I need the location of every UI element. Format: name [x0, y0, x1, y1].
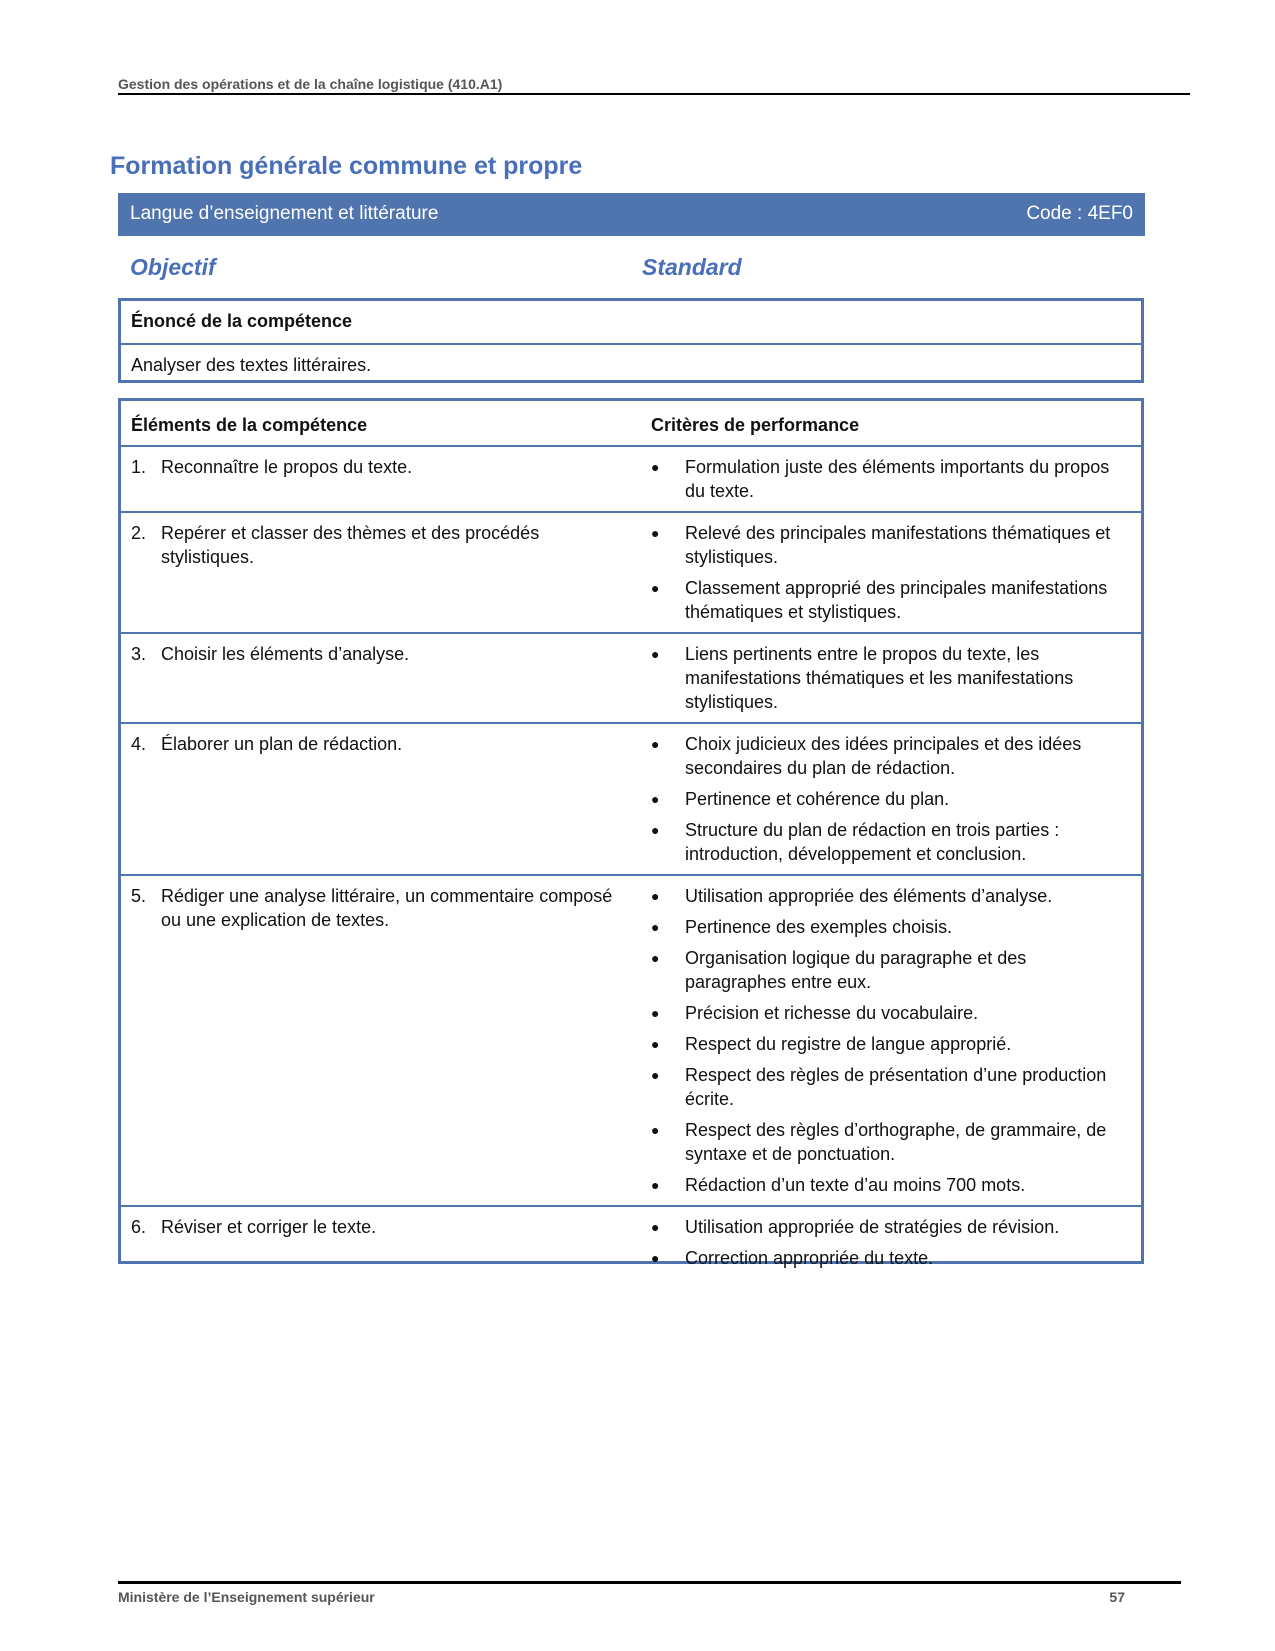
criterion-text: Correction appropriée du texte. [685, 1248, 934, 1268]
element-number: 6. [131, 1217, 147, 1237]
element-cell [121, 446, 641, 512]
list-item [651, 521, 1131, 569]
criterion-text: Formulation juste des éléments importants du propos du texte. [685, 457, 1110, 501]
bullet-icon: ● [651, 580, 660, 596]
criterion-text: Respect des règles d’orthographe, de grammaire, de syntaxe et de ponctuation. [685, 1120, 1107, 1164]
list-item [651, 455, 1131, 503]
standard-heading: Standard [642, 254, 742, 280]
criterion-text: Rédaction d’un texte d’au moins 700 mots. [685, 1175, 1026, 1195]
bullet-icon: ● [651, 919, 660, 935]
bullet-icon: ● [651, 1067, 660, 1083]
bullet-icon: ● [651, 1036, 660, 1052]
list-item [651, 1063, 1131, 1111]
bullet-icon: ● [651, 950, 660, 966]
criteria-cell [641, 446, 1141, 512]
list-item [651, 818, 1131, 866]
objectif-heading: Objectif [130, 254, 216, 280]
criterion-text: Relevé des principales manifestations thématiques et stylistiques. [685, 523, 1111, 567]
bullet-icon: ● [651, 888, 660, 904]
criteria-cell [641, 875, 1141, 1206]
element-text: Élaborer un plan de rédaction. [161, 734, 403, 754]
criteria-cell [641, 633, 1141, 723]
criterion-text: Respect du registre de langue approprié. [685, 1034, 1012, 1054]
table-row [121, 1206, 1141, 1278]
list-item [651, 915, 1131, 939]
bullet-icon: ● [651, 1177, 660, 1193]
element-text: Reconnaître le propos du texte. [161, 457, 413, 477]
bullet-icon: ● [651, 822, 660, 838]
criteria-cell [641, 1206, 1141, 1278]
section-title: Formation générale commune et propre [110, 152, 583, 180]
criterion-text: Respect des règles de présentation d’une production écrite. [685, 1065, 1107, 1109]
criteria-list [651, 521, 1131, 624]
element-text: Réviser et corriger le texte. [161, 1217, 377, 1237]
list-item [651, 884, 1131, 908]
criterion-text: Utilisation appropriée des éléments d’analyse. [685, 886, 1053, 906]
table-row [121, 633, 1141, 723]
bullet-icon: ● [651, 1219, 660, 1235]
table-row [121, 512, 1141, 633]
criteria-cell [641, 723, 1141, 875]
page-footer [118, 1581, 1181, 1605]
list-item [651, 576, 1131, 624]
bullet-icon: ● [651, 459, 660, 475]
table-row [121, 446, 1141, 512]
list-item [651, 1246, 1131, 1270]
element-cell [121, 633, 641, 723]
list-item [651, 1001, 1131, 1025]
element-cell [121, 875, 641, 1206]
table-row [121, 875, 1141, 1206]
element-cell [121, 512, 641, 633]
list-item [651, 1215, 1131, 1239]
element-number: 1. [131, 457, 147, 477]
criteria-list [651, 884, 1131, 1197]
bullet-icon: ● [651, 525, 660, 541]
criteria-cell [641, 512, 1141, 633]
element-number: 5. [131, 886, 147, 906]
bullet-icon: ● [651, 791, 660, 807]
bullet-icon: ● [651, 1122, 660, 1138]
list-item [651, 732, 1131, 780]
competence-statement-title: Énoncé de la compétence [121, 301, 1141, 345]
competence-table [121, 401, 1141, 1278]
course-bar [118, 193, 1145, 236]
column-header-criteria: Critères de performance [641, 401, 1141, 446]
list-item [651, 642, 1131, 714]
list-item [651, 946, 1131, 994]
criterion-text: Utilisation appropriée de stratégies de révision. [685, 1217, 1060, 1237]
element-cell [121, 723, 641, 875]
bullet-icon: ● [651, 1250, 660, 1266]
competence-statement-box [118, 298, 1144, 383]
criterion-text: Pertinence et cohérence du plan. [685, 789, 950, 809]
list-item [651, 787, 1131, 811]
competence-statement-text: Analyser des textes littéraires. [131, 355, 372, 375]
list-item [651, 1173, 1131, 1197]
criteria-list [651, 1215, 1131, 1270]
objective-standard-headings [130, 254, 742, 281]
list-item [651, 1032, 1131, 1056]
criterion-text: Liens pertinents entre le propos du texte, les manifestations thématiques et les manifestations stylistiques. [685, 644, 1074, 712]
column-header-elements: Éléments de la compétence [121, 401, 641, 446]
bullet-icon: ● [651, 646, 660, 662]
criteria-list [651, 732, 1131, 866]
course-code: Code : 4EF0 [1026, 203, 1133, 224]
criterion-text: Pertinence des exemples choisis. [685, 917, 953, 937]
criterion-text: Choix judicieux des idées principales et des idées secondaires du plan de rédaction. [685, 734, 1082, 778]
bullet-icon: ● [651, 1005, 660, 1021]
criterion-text: Organisation logique du paragraphe et des paragraphes entre eux. [685, 948, 1027, 992]
element-text: Repérer et classer des thèmes et des procédés stylistiques. [161, 523, 540, 567]
element-text: Rédiger une analyse littéraire, un commentaire composé ou une explication de textes. [161, 886, 613, 930]
course-name: Langue d’enseignement et littérature [130, 203, 439, 224]
criteria-list [651, 642, 1131, 714]
criterion-text: Précision et richesse du vocabulaire. [685, 1003, 979, 1023]
element-number: 3. [131, 644, 147, 664]
criteria-list [651, 455, 1131, 503]
page-number: 57 [1109, 1589, 1125, 1605]
criterion-text: Structure du plan de rédaction en trois parties : introduction, développement et conclusion. [685, 820, 1060, 864]
element-number: 4. [131, 734, 147, 754]
criterion-text: Classement approprié des principales manifestations thématiques et stylistiques. [685, 578, 1108, 622]
table-row [121, 723, 1141, 875]
list-item [651, 1118, 1131, 1166]
element-cell [121, 1206, 641, 1278]
element-number: 2. [131, 523, 147, 543]
footer-ministry: Ministère de l’Enseignement supérieur [118, 1589, 375, 1605]
element-text: Choisir les éléments d’analyse. [161, 644, 410, 664]
running-header: Gestion des opérations et de la chaîne logistique (410.A1) [118, 76, 1190, 95]
bullet-icon: ● [651, 736, 660, 752]
competence-table-box [118, 398, 1144, 1268]
